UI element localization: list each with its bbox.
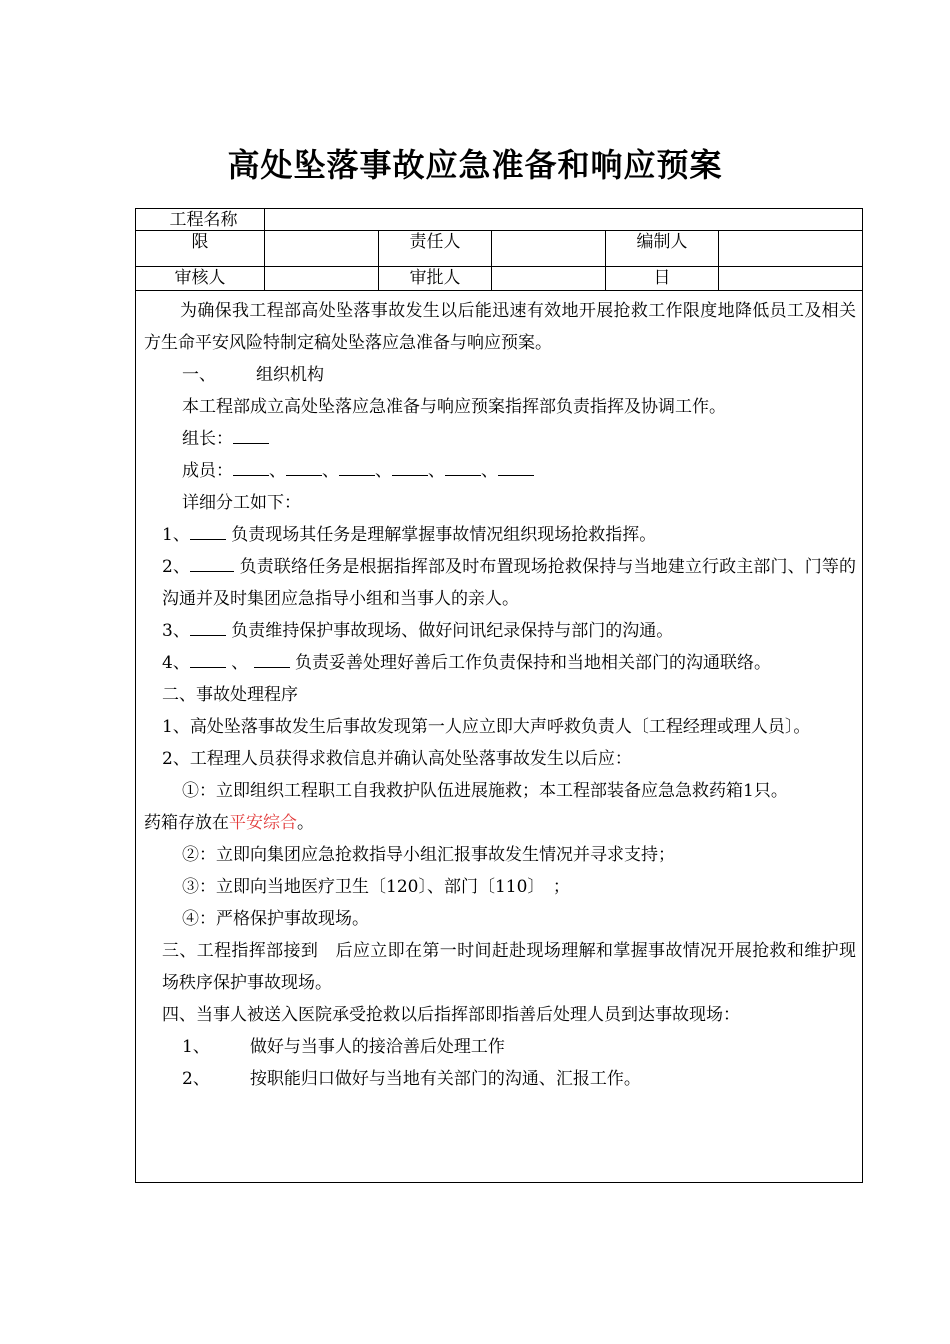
column-divider: [264, 209, 265, 290]
kit-location: 平安综合: [229, 813, 297, 833]
duty-item-4: 4、 、 负责妥善处理好善后工作负责保持和当地相关部门的沟通联络。: [144, 647, 856, 679]
duty-item-1: 1、 负责现场其任务是理解掌握事故情况组织现场抢救指挥。: [144, 519, 856, 551]
member-blank: [233, 457, 269, 476]
name-blank: [190, 617, 226, 636]
procedure-2: 2、工程理人员获得求救信息并确认高处坠落事故发生以后应：: [162, 749, 632, 769]
column-divider: [491, 230, 492, 290]
procedure-1: 1、高处坠落事故发生后事故发现第一人应立即大声呼救负责人〔工程经理或理人员〕。: [162, 717, 811, 737]
member-blank: [498, 457, 534, 476]
section-number: 一、: [182, 365, 216, 385]
section-1-text: 本工程部成立高处坠落应急准备与响应预案指挥部负责指挥及协调工作。: [182, 397, 726, 417]
section-4-item-2: 2、 按职能归口做好与当地有关部门的沟通、汇报工作。: [182, 1069, 641, 1089]
kit-location-line: 药箱存放在平安综合。: [144, 813, 314, 833]
responsible-label: 责任人: [409, 232, 461, 252]
section-4-item-1: 1、 做好与当事人的接洽善后处理工作: [182, 1037, 505, 1057]
editor-label: 编制人: [636, 232, 688, 252]
leader-line: [144, 423, 856, 455]
leader-label: 组长：: [182, 429, 233, 449]
section-4: 四、当事人被送入医院承受抢救以后指挥部即指善后处理人员到达事故现场：: [162, 1005, 740, 1025]
limit-label: 限: [191, 232, 209, 252]
name-blank: [190, 649, 226, 668]
section-3: 三、工程指挥部接到 后应立即在第一时间赶赴现场理解和掌握事故情况开展抢救和维护现场秩序保护事故现场。: [162, 941, 856, 993]
member-blank: [339, 457, 375, 476]
plan-form: [135, 208, 863, 1183]
action-2: ②：立即向集团应急抢救指导小组汇报事故发生情况并寻求支持；: [182, 845, 675, 865]
duty-item-3: 3、 负责维持保护事故现场、做好问讯纪录保持与部门的沟通。: [144, 615, 856, 647]
row-divider: [136, 266, 862, 267]
members-label: 成员：: [182, 461, 233, 481]
row-divider: [136, 230, 862, 231]
project-name-label: 工程名称: [169, 210, 238, 230]
name-blank: [190, 553, 234, 572]
name-blank: [190, 521, 226, 540]
section-title: 组织机构: [256, 365, 324, 385]
action-3: ③：立即向当地医疗卫生〔120〕、部门〔110〕 ；: [182, 877, 570, 897]
division-heading: 详细分工如下：: [182, 493, 301, 513]
duty-item-2: 2、 负责联络任务是根据指挥部及时布置现场抢救保持与当地建立行政主部门、门等的沟通并及时集团应急指导小组和当事人的亲人。: [144, 551, 856, 615]
member-blank: [392, 457, 428, 476]
section-1-heading: [144, 359, 856, 391]
name-blank: [254, 649, 290, 668]
approver-label: 审批人: [409, 268, 461, 288]
member-blank: [286, 457, 322, 476]
date-label: 日: [653, 268, 671, 288]
row-divider: [136, 290, 862, 291]
page-title: 高处坠落事故应急准备和响应预案: [227, 146, 723, 184]
leader-blank: [233, 425, 269, 444]
reviewer-label: 审核人: [174, 268, 226, 288]
intro-paragraph: 为确保我工程部高处坠落事故发生以后能迅速有效地开展抢救工作限度地降低员工及相关方生命平安风险特制定稿处坠落应急准备与响应预案。: [144, 301, 856, 353]
member-blank: [445, 457, 481, 476]
action-1: ①：立即组织工程职工自我救护队伍进展施救；本工程部装备应急急救药箱1只。: [182, 781, 788, 801]
plan-body: [144, 295, 856, 1095]
section-2-heading: 二、事故处理程序: [162, 685, 298, 705]
members-line: 成员： 、 、 、 、 、: [144, 455, 856, 487]
action-4: ④：严格保护事故现场。: [182, 909, 369, 929]
column-divider: [718, 230, 719, 290]
